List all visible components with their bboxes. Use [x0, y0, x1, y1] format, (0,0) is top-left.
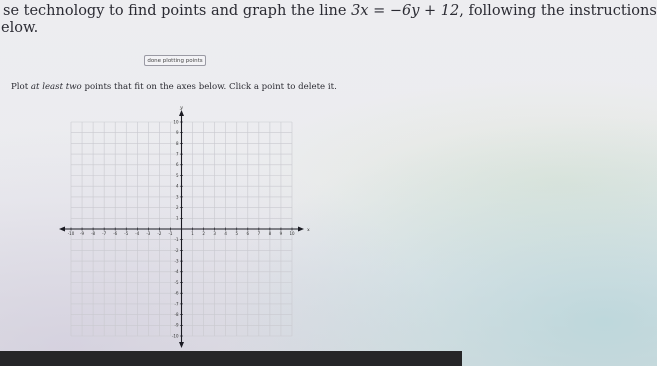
x-axis-arrow-left: [59, 227, 65, 232]
y-tick-label: -9: [174, 322, 179, 328]
y-axis-label: y: [180, 105, 183, 111]
prompt-emphasis: at least two: [30, 82, 82, 92]
y-tick-label: 7: [175, 151, 179, 157]
x-tick-label: 1: [191, 231, 194, 236]
plot-prompt: Plot at least two points that fit on the axes below. Click a point to delete it.: [11, 82, 337, 92]
y-tick-label: -3: [174, 258, 179, 264]
x-tick-label: -4: [135, 231, 140, 236]
y-tick-label: -2: [174, 247, 179, 253]
x-tick-label: 7: [257, 231, 261, 236]
y-tick-label: 8: [175, 140, 179, 146]
x-tick-label: 5: [235, 231, 239, 236]
x-tick-label: -7: [102, 231, 107, 236]
x-tick-label: -2: [157, 231, 162, 236]
y-tick-label: -10: [171, 333, 179, 339]
y-tick-label: 1: [175, 215, 179, 221]
x-tick-label: 9: [279, 231, 283, 236]
y-tick-label: 2: [175, 205, 179, 210]
screen-bottom-bar: [0, 351, 462, 366]
instructions-line-2: elow.: [1, 20, 39, 36]
x-tick-label: -10: [67, 231, 75, 236]
y-tick-label: -5: [174, 279, 179, 285]
x-tick-label: 10: [289, 231, 295, 236]
x-tick-label: 8: [268, 231, 272, 236]
x-tick-label: 3: [213, 231, 216, 236]
equation: 3x = −6y + 12: [351, 3, 460, 19]
y-tick-label: 10: [173, 119, 179, 125]
y-tick-label: 5: [175, 172, 179, 178]
axes: [59, 105, 310, 348]
y-tick-label: 4: [175, 183, 179, 189]
y-tick-label: -7: [174, 301, 179, 307]
y-tick-label: 3: [175, 194, 179, 200]
x-tick-label: -9: [80, 231, 85, 236]
y-tick-label: -8: [174, 312, 179, 317]
x-tick-label: -5: [124, 231, 129, 236]
x-tick-label: 2: [202, 231, 205, 236]
x-tick-label: 4: [224, 231, 227, 236]
done-plotting-points-button[interactable]: done plotting points: [144, 55, 206, 66]
x-tick-label: -1: [168, 231, 173, 236]
x-axis-arrow-right: [298, 227, 304, 232]
instructions-line-1: se technology to find points and graph the line 3x = −6y + 12, following the instructions: [3, 3, 657, 19]
y-axis-arrow-down: [179, 342, 184, 348]
x-tick-label: -8: [91, 231, 96, 236]
y-tick-label: 6: [175, 162, 179, 168]
x-axis-label: x: [307, 227, 310, 233]
x-tick-label: -3: [146, 231, 151, 236]
x-tick-label: -6: [113, 231, 118, 236]
y-tick-label: 9: [175, 130, 179, 136]
x-tick-label: 6: [246, 231, 250, 236]
y-tick-label: -1: [174, 237, 179, 243]
y-tick-label: -6: [174, 290, 179, 296]
y-tick-label: -4: [174, 269, 179, 275]
